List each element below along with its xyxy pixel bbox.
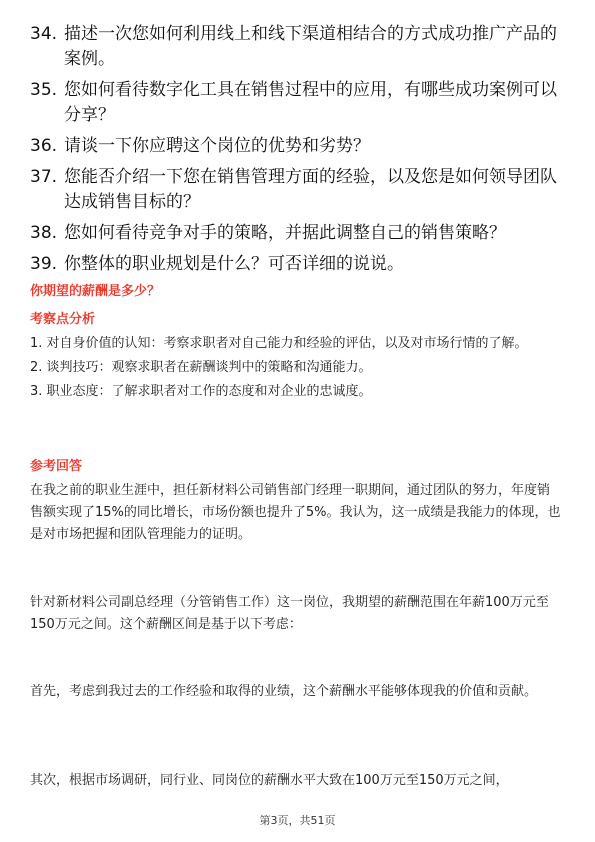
question-number: 35.	[30, 80, 58, 100]
question-item	[30, 22, 570, 72]
answer-heading: 参考回答	[30, 459, 83, 474]
question-number: 39.	[30, 254, 58, 274]
answer-text: 其次，根据市场调研，同行业、同岗位的薪酬水平大致在100万元至150万元之间，	[30, 773, 509, 788]
answer-paragraph	[30, 592, 562, 636]
page-footer: 第3页，共51页	[259, 814, 336, 827]
question-number: 34.	[30, 24, 58, 44]
question-number: 37.	[30, 167, 58, 187]
question-text: 描述一次您如何利用线上和线下渠道相结合的方式成功推广产品的案例。	[64, 24, 557, 69]
question-number: 38.	[30, 223, 58, 243]
answer-paragraph	[30, 770, 562, 792]
question-item	[30, 221, 570, 246]
question-item	[30, 252, 570, 277]
question-item	[30, 78, 570, 128]
question-item	[30, 165, 570, 215]
question-list	[30, 22, 570, 283]
question-text: 你整体的职业规划是什么？可否详细的说说。	[64, 254, 404, 274]
analysis-list	[30, 333, 562, 403]
analysis-heading: 考察点分析	[30, 312, 96, 327]
analysis-item: 2. 谈判技巧：观察求职者在薪酬谈判中的策略和沟通能力。	[30, 360, 372, 375]
question-text: 您如何看待数字化工具在销售过程中的应用，有哪些成功案例可以分享？	[64, 80, 557, 125]
answer-paragraph	[30, 681, 562, 703]
question-item	[30, 134, 570, 159]
answer-paragraph	[30, 480, 562, 546]
analysis-item: 1. 对自身价值的认知：考察求职者对自己能力和经验的评估，以及对市场行情的了解。	[30, 336, 528, 351]
question-text: 请谈一下你应聘这个岗位的优势和劣势？	[64, 136, 370, 156]
question-text: 您如何看待竞争对手的策略，并据此调整自己的销售策略？	[64, 223, 506, 243]
section-question-heading: 你期望的薪酬是多少？	[30, 284, 161, 299]
question-text: 您能否介绍一下您在销售管理方面的经验，以及您是如何领导团队达成销售目标的？	[64, 167, 557, 212]
answer-text: 针对新材料公司副总经理（分管销售工作）这一岗位，我期望的薪酬范围在年薪100万元至150万元之间。这个薪酬区间是基于以下考虑：	[30, 595, 549, 632]
answer-text: 在我之前的职业生涯中，担任新材料公司销售部门经理一职期间，通过团队的努力，年度销售额实现了15%的同比增长，市场份额也提升了5%。我认为，这一成绩是我能力的体现，也是对市场把握和团队管理能力的证明。	[30, 483, 561, 542]
question-number: 36.	[30, 136, 58, 156]
answer-text: 首先，考虑到我过去的工作经验和取得的业绩，这个薪酬水平能够体现我的价值和贡献。	[30, 684, 538, 699]
analysis-item: 3. 职业态度：了解求职者对工作的态度和对企业的忠诚度。	[30, 384, 372, 399]
